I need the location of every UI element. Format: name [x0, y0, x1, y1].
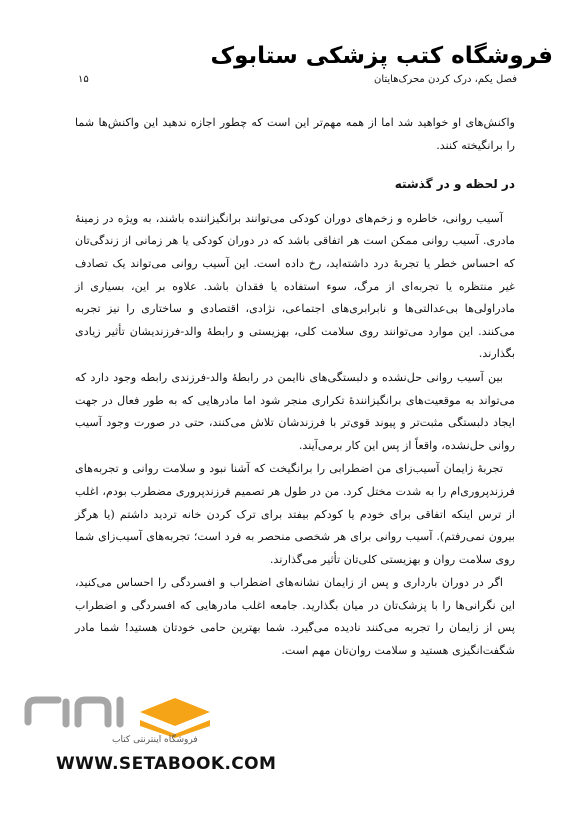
intro-paragraph: واکنش‌های او خواهید شد اما از همه مهم‌تر این است که چطور اجازه ندهید این واکنش‌ها شما را برانگیخته کنند. [75, 116, 515, 152]
page-number: ۱۵ [78, 74, 89, 85]
section-heading: در لحظه و در گذشته [394, 177, 515, 192]
page-body [75, 112, 515, 664]
site-url[interactable]: WWW.SETABOOK.COM [56, 754, 277, 774]
body-paragraph: اگر در دوران بارداری و پس از زایمان نشانه‌های اضطراب و افسردگی را احساس می‌کنید، این نگرانی‌ها را با پزشک‌تان در میان بگذارید. جامعه اغلب مادرهایی که افسردگی و اضطراب پس از زایمان را تجربه می‌کنند نادیده می‌گیرد. شما بهترین حامی خودتان هستید! شما مادر شگفت‌انگیزی هستید و سلامت روان‌تان مهم است. [75, 576, 515, 658]
logo-subtitle: فروشگاه اینترنتی کتاب [112, 735, 198, 745]
running-head [78, 74, 517, 92]
body-paragraph: بین آسیب روانی حل‌نشده و دلبستگی‌های ناایمن در رابطهٔ والد-فرزندی رابطه وجود دارد که می‌تواند به موقعیت‌های برانگیزانندهٔ تکراری منجر شود اما مادرهایی که به طور فعال در جهت ایجاد دلبستگی مثبت‌تر و پیوند قوی‌تر با فرزندشان تلاش می‌کنند، حتی در صورت وجود آسیب روانی حل‌نشده، واقعاً از پس این کار برمی‌آیند. [75, 370, 515, 452]
store-title: فروشگاه کتب پزشکی ستابوک [210, 43, 553, 69]
body-paragraph: تجربهٔ زایمان آسیب‌زای من اضطرابی را برانگیخت که آشنا نبود و سلامت روانی و تجربه‌های فرزندپروری‌ام را به شدت مختل کرد. من در طول هر تصمیم فرزندپروری مضطرب بودم، اغلب از ترس اینکه اتفاقی برای خودم یا کودکم بیفتد برای ترک کردن خانه تردید داشتم (یا هرگز بیرون نمی‌رفتم). آسیب روانی برای هر شخصی منحصر به فرد است؛ تجربه‌های آسیب‌زای شما روی سلامت روان و بهزیستی کلی‌تان تأثیر می‌گذارند. [75, 462, 515, 566]
body-paragraph: آسیب روانی، خاطره و زخم‌های دوران کودکی می‌توانند برانگیزاننده باشند، به ویژه در زمینهٔ مادری. آسیب روانی ممکن است هر اتفاقی باشد که در دوران کودکی یا هر زمانی از زندگی‌تان که احساس خطر یا تجربهٔ درد داشته‌اید، رخ داده است. این آسیب روانی می‌تواند یک تصادف غیر منتظره یا تجربه‌ای از مرگ، سوء استفاده یا فقدان باشد. علاوه بر این، بسیاری از مادراولی‌ها بی‌عدالتی‌ها و نابرابری‌های اجتماعی، نژادی، اقتصادی و ساختاری را نیز تجربه می‌کنند. این موارد می‌توانند روی سلامت کلی، بهزیستی و رابطهٔ والد-فرزندیشان تأثیر زیادی بگذارند. [75, 211, 515, 361]
setabook-logo-icon [20, 690, 245, 738]
chapter-title: فصل یکم، درک کردن محرک‌هایتان [373, 74, 517, 85]
